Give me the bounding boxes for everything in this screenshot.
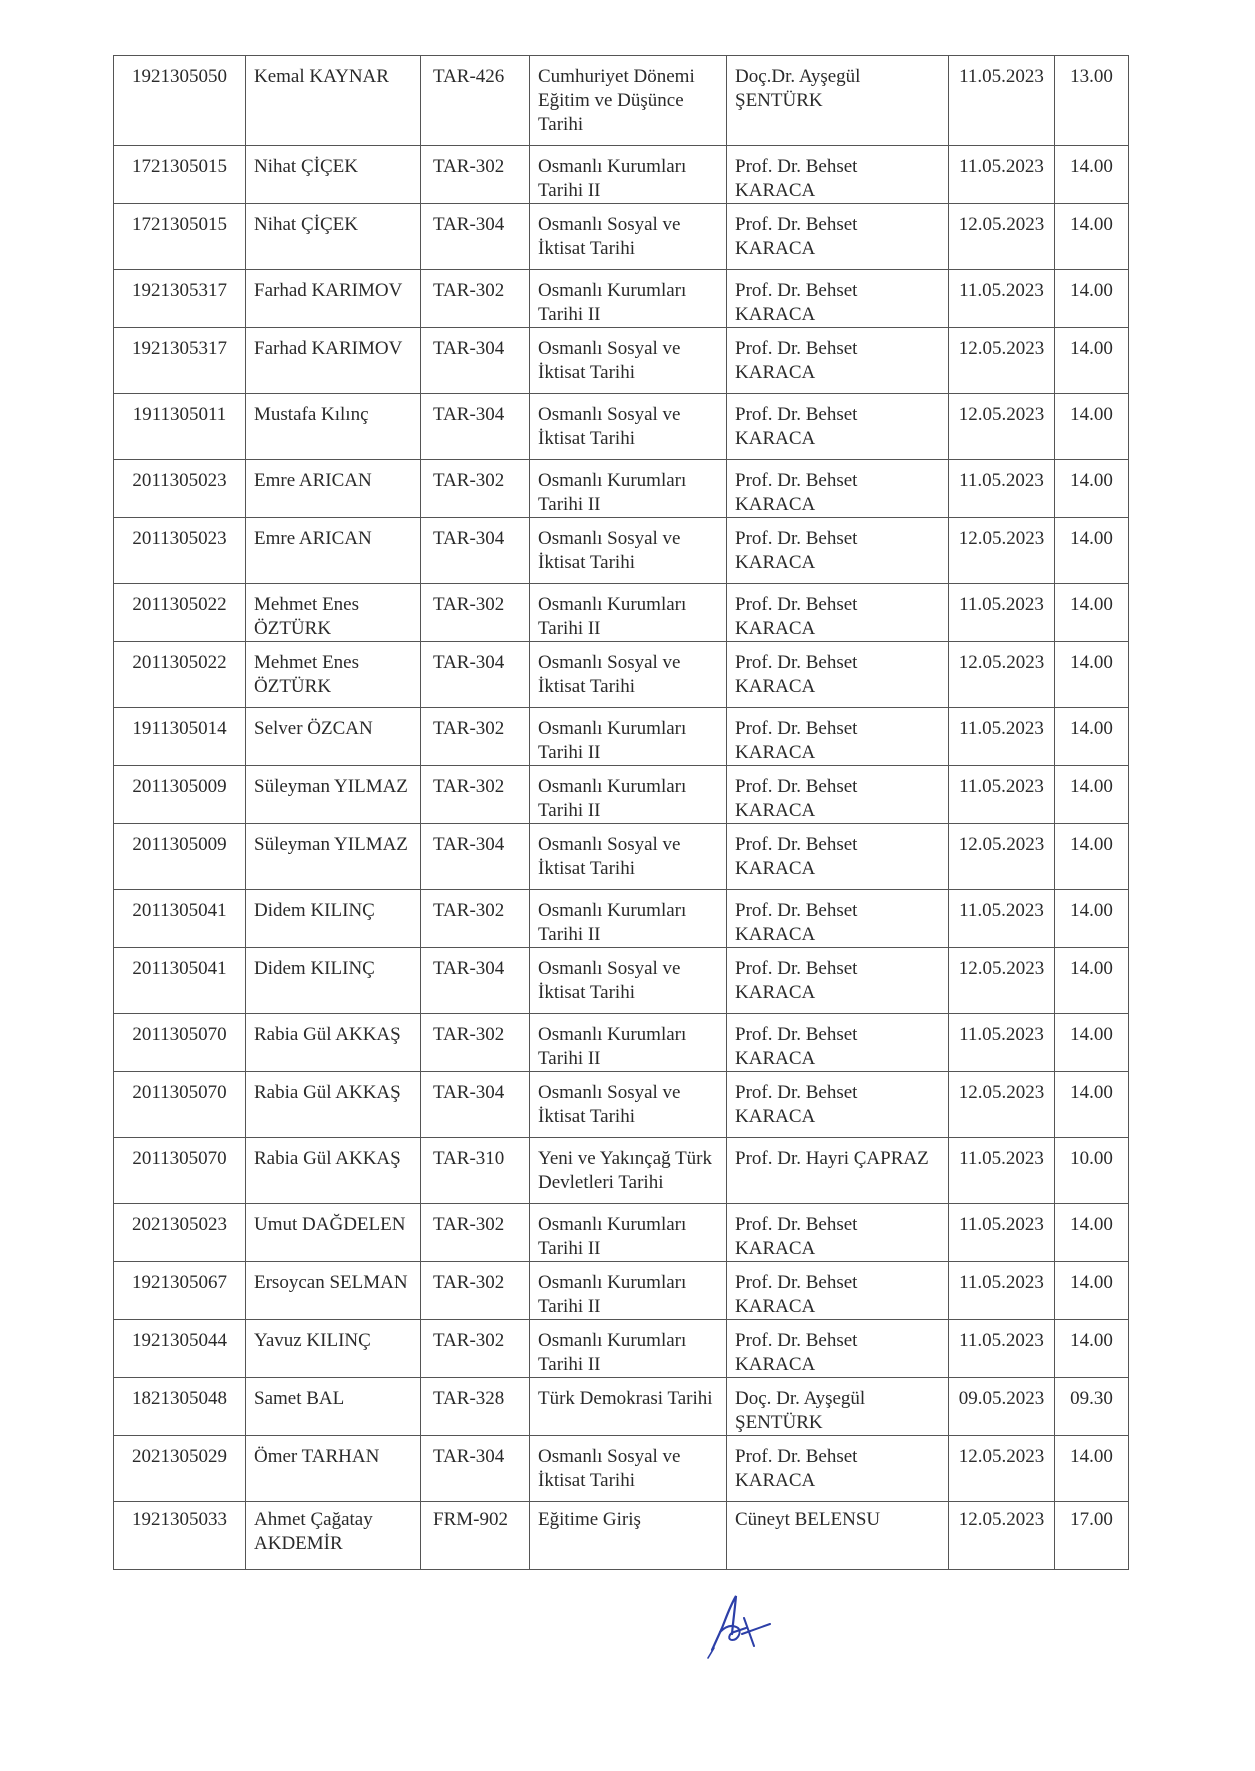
course-code-cell: TAR-302 <box>421 146 530 204</box>
exam-date-cell: 12.05.2023 <box>949 1072 1055 1138</box>
student-number-cell: 1921305033 <box>114 1502 246 1570</box>
course-name-cell: Osmanlı Kurumları Tarihi II <box>530 766 727 824</box>
course-name-cell: Eğitime Giriş <box>530 1502 727 1570</box>
table-row <box>114 1138 1129 1204</box>
exam-date-cell: 12.05.2023 <box>949 394 1055 460</box>
table-row <box>114 1204 1129 1262</box>
student-name-cell: Rabia Gül AKKAŞ <box>246 1138 421 1204</box>
course-code-cell: FRM-902 <box>421 1502 530 1570</box>
exam-date-cell: 11.05.2023 <box>949 1262 1055 1320</box>
student-name-cell: Ahmet Çağatay AKDEMİR <box>246 1502 421 1570</box>
exam-time-cell: 14.00 <box>1055 518 1129 584</box>
course-name-cell: Osmanlı Sosyal ve İktisat Tarihi <box>530 328 727 394</box>
student-number-cell: 2021305023 <box>114 1204 246 1262</box>
exam-date-cell: 12.05.2023 <box>949 1502 1055 1570</box>
instructor-cell: Prof. Dr. Behset KARACA <box>727 460 949 518</box>
exam-time-cell: 14.00 <box>1055 1204 1129 1262</box>
instructor-cell: Prof. Dr. Behset KARACA <box>727 146 949 204</box>
instructor-cell: Doç.Dr. Ayşegül ŞENTÜRK <box>727 56 949 146</box>
course-name-cell: Osmanlı Sosyal ve İktisat Tarihi <box>530 1436 727 1502</box>
instructor-cell: Cüneyt BELENSU <box>727 1502 949 1570</box>
student-number-cell: 2011305070 <box>114 1072 246 1138</box>
exam-date-cell: 11.05.2023 <box>949 1204 1055 1262</box>
table-row <box>114 890 1129 948</box>
student-number-cell: 1911305011 <box>114 394 246 460</box>
exam-time-cell: 14.00 <box>1055 1320 1129 1378</box>
table-row <box>114 56 1129 146</box>
exam-time-cell: 14.00 <box>1055 394 1129 460</box>
student-number-cell: 1921305044 <box>114 1320 246 1378</box>
instructor-cell: Prof. Dr. Behset KARACA <box>727 948 949 1014</box>
instructor-cell: Prof. Dr. Behset KARACA <box>727 1204 949 1262</box>
table-row <box>114 1378 1129 1436</box>
course-code-cell: TAR-310 <box>421 1138 530 1204</box>
table-row <box>114 642 1129 708</box>
student-name-cell: Emre ARICAN <box>246 518 421 584</box>
table-row <box>114 708 1129 766</box>
instructor-cell: Prof. Dr. Behset KARACA <box>727 708 949 766</box>
exam-date-cell: 11.05.2023 <box>949 270 1055 328</box>
instructor-cell: Prof. Dr. Hayri ÇAPRAZ <box>727 1138 949 1204</box>
student-name-cell: Süleyman YILMAZ <box>246 766 421 824</box>
student-number-cell: 2011305022 <box>114 584 246 642</box>
exam-time-cell: 14.00 <box>1055 270 1129 328</box>
course-name-cell: Osmanlı Kurumları Tarihi II <box>530 270 727 328</box>
instructor-cell: Prof. Dr. Behset KARACA <box>727 1320 949 1378</box>
exam-schedule-table <box>113 55 1129 1570</box>
exam-date-cell: 11.05.2023 <box>949 146 1055 204</box>
course-name-cell: Cumhuriyet Dönemi Eğitim ve Düşünce Tarihi <box>530 56 727 146</box>
student-name-cell: Mehmet Enes ÖZTÜRK <box>246 584 421 642</box>
exam-time-cell: 14.00 <box>1055 766 1129 824</box>
exam-date-cell: 12.05.2023 <box>949 204 1055 270</box>
student-number-cell: 1821305048 <box>114 1378 246 1436</box>
instructor-cell: Prof. Dr. Behset KARACA <box>727 1262 949 1320</box>
table-row <box>114 518 1129 584</box>
instructor-cell: Prof. Dr. Behset KARACA <box>727 328 949 394</box>
course-code-cell: TAR-302 <box>421 1014 530 1072</box>
student-name-cell: Farhad KARIMOV <box>246 270 421 328</box>
exam-time-cell: 14.00 <box>1055 708 1129 766</box>
instructor-cell: Prof. Dr. Behset KARACA <box>727 584 949 642</box>
table-row <box>114 1320 1129 1378</box>
course-code-cell: TAR-304 <box>421 328 530 394</box>
course-name-cell: Osmanlı Kurumları Tarihi II <box>530 1014 727 1072</box>
course-code-cell: TAR-302 <box>421 270 530 328</box>
student-number-cell: 1921305067 <box>114 1262 246 1320</box>
exam-date-cell: 11.05.2023 <box>949 890 1055 948</box>
instructor-cell: Prof. Dr. Behset KARACA <box>727 204 949 270</box>
student-name-cell: Didem KILINÇ <box>246 948 421 1014</box>
student-number-cell: 2011305023 <box>114 518 246 584</box>
instructor-cell: Doç. Dr. Ayşegül ŞENTÜRK <box>727 1378 949 1436</box>
student-name-cell: Selver ÖZCAN <box>246 708 421 766</box>
student-name-cell: Mehmet Enes ÖZTÜRK <box>246 642 421 708</box>
course-name-cell: Osmanlı Kurumları Tarihi II <box>530 584 727 642</box>
course-name-cell: Türk Demokrasi Tarihi <box>530 1378 727 1436</box>
instructor-cell: Prof. Dr. Behset KARACA <box>727 890 949 948</box>
course-code-cell: TAR-304 <box>421 204 530 270</box>
exam-date-cell: 12.05.2023 <box>949 948 1055 1014</box>
student-number-cell: 2011305023 <box>114 460 246 518</box>
table-row <box>114 204 1129 270</box>
course-code-cell: TAR-304 <box>421 518 530 584</box>
exam-date-cell: 11.05.2023 <box>949 460 1055 518</box>
course-name-cell: Osmanlı Kurumları Tarihi II <box>530 890 727 948</box>
course-code-cell: TAR-302 <box>421 584 530 642</box>
exam-time-cell: 14.00 <box>1055 890 1129 948</box>
exam-time-cell: 13.00 <box>1055 56 1129 146</box>
exam-time-cell: 17.00 <box>1055 1502 1129 1570</box>
table-row <box>114 1014 1129 1072</box>
instructor-cell: Prof. Dr. Behset KARACA <box>727 394 949 460</box>
instructor-cell: Prof. Dr. Behset KARACA <box>727 824 949 890</box>
course-name-cell: Osmanlı Kurumları Tarihi II <box>530 1204 727 1262</box>
table-row <box>114 1072 1129 1138</box>
exam-date-cell: 11.05.2023 <box>949 766 1055 824</box>
exam-date-cell: 12.05.2023 <box>949 328 1055 394</box>
student-name-cell: Umut DAĞDELEN <box>246 1204 421 1262</box>
student-name-cell: Nihat ÇİÇEK <box>246 146 421 204</box>
course-code-cell: TAR-426 <box>421 56 530 146</box>
student-name-cell: Farhad KARIMOV <box>246 328 421 394</box>
student-number-cell: 1921305050 <box>114 56 246 146</box>
course-code-cell: TAR-304 <box>421 642 530 708</box>
course-name-cell: Osmanlı Sosyal ve İktisat Tarihi <box>530 642 727 708</box>
exam-time-cell: 14.00 <box>1055 146 1129 204</box>
student-number-cell: 1911305014 <box>114 708 246 766</box>
table-row <box>114 1436 1129 1502</box>
exam-time-cell: 14.00 <box>1055 328 1129 394</box>
course-name-cell: Osmanlı Kurumları Tarihi II <box>530 1262 727 1320</box>
student-name-cell: Nihat ÇİÇEK <box>246 204 421 270</box>
student-name-cell: Rabia Gül AKKAŞ <box>246 1014 421 1072</box>
exam-time-cell: 09.30 <box>1055 1378 1129 1436</box>
exam-time-cell: 14.00 <box>1055 1014 1129 1072</box>
course-code-cell: TAR-302 <box>421 766 530 824</box>
exam-date-cell: 12.05.2023 <box>949 824 1055 890</box>
instructor-cell: Prof. Dr. Behset KARACA <box>727 1436 949 1502</box>
student-name-cell: Ömer TARHAN <box>246 1436 421 1502</box>
exam-time-cell: 14.00 <box>1055 204 1129 270</box>
table-row <box>114 270 1129 328</box>
exam-date-cell: 11.05.2023 <box>949 584 1055 642</box>
table-row <box>114 394 1129 460</box>
instructor-cell: Prof. Dr. Behset KARACA <box>727 1072 949 1138</box>
student-name-cell: Didem KILINÇ <box>246 890 421 948</box>
course-name-cell: Osmanlı Kurumları Tarihi II <box>530 460 727 518</box>
student-name-cell: Süleyman YILMAZ <box>246 824 421 890</box>
student-name-cell: Rabia Gül AKKAŞ <box>246 1072 421 1138</box>
table-row <box>114 146 1129 204</box>
student-number-cell: 1921305317 <box>114 270 246 328</box>
student-number-cell: 2011305041 <box>114 948 246 1014</box>
student-number-cell: 2011305070 <box>114 1138 246 1204</box>
instructor-cell: Prof. Dr. Behset KARACA <box>727 518 949 584</box>
course-code-cell: TAR-304 <box>421 394 530 460</box>
table-row <box>114 584 1129 642</box>
instructor-cell: Prof. Dr. Behset KARACA <box>727 642 949 708</box>
exam-date-cell: 11.05.2023 <box>949 1138 1055 1204</box>
table-row <box>114 1262 1129 1320</box>
student-number-cell: 2021305029 <box>114 1436 246 1502</box>
exam-time-cell: 14.00 <box>1055 1262 1129 1320</box>
exam-date-cell: 11.05.2023 <box>949 56 1055 146</box>
student-number-cell: 1721305015 <box>114 146 246 204</box>
exam-date-cell: 09.05.2023 <box>949 1378 1055 1436</box>
exam-time-cell: 14.00 <box>1055 460 1129 518</box>
course-code-cell: TAR-304 <box>421 824 530 890</box>
instructor-cell: Prof. Dr. Behset KARACA <box>727 766 949 824</box>
exam-table-body <box>114 56 1129 1570</box>
instructor-cell: Prof. Dr. Behset KARACA <box>727 270 949 328</box>
table-row <box>114 460 1129 518</box>
table-row <box>114 824 1129 890</box>
course-code-cell: TAR-328 <box>421 1378 530 1436</box>
course-name-cell: Osmanlı Sosyal ve İktisat Tarihi <box>530 824 727 890</box>
course-name-cell: Osmanlı Sosyal ve İktisat Tarihi <box>530 204 727 270</box>
student-number-cell: 2011305009 <box>114 766 246 824</box>
course-name-cell: Osmanlı Sosyal ve İktisat Tarihi <box>530 518 727 584</box>
course-code-cell: TAR-302 <box>421 1204 530 1262</box>
course-code-cell: TAR-302 <box>421 460 530 518</box>
course-code-cell: TAR-302 <box>421 1262 530 1320</box>
student-name-cell: Samet BAL <box>246 1378 421 1436</box>
table-row <box>114 1502 1129 1570</box>
exam-date-cell: 12.05.2023 <box>949 642 1055 708</box>
table-row <box>114 948 1129 1014</box>
table-row <box>114 766 1129 824</box>
exam-date-cell: 12.05.2023 <box>949 1436 1055 1502</box>
exam-time-cell: 10.00 <box>1055 1138 1129 1204</box>
student-number-cell: 2011305022 <box>114 642 246 708</box>
exam-time-cell: 14.00 <box>1055 1072 1129 1138</box>
student-number-cell: 2011305009 <box>114 824 246 890</box>
course-code-cell: TAR-304 <box>421 948 530 1014</box>
course-name-cell: Osmanlı Sosyal ve İktisat Tarihi <box>530 1072 727 1138</box>
exam-time-cell: 14.00 <box>1055 948 1129 1014</box>
student-name-cell: Emre ARICAN <box>246 460 421 518</box>
course-name-cell: Osmanlı Kurumları Tarihi II <box>530 146 727 204</box>
student-number-cell: 2011305070 <box>114 1014 246 1072</box>
exam-time-cell: 14.00 <box>1055 642 1129 708</box>
course-name-cell: Osmanlı Sosyal ve İktisat Tarihi <box>530 948 727 1014</box>
exam-date-cell: 12.05.2023 <box>949 518 1055 584</box>
course-name-cell: Osmanlı Kurumları Tarihi II <box>530 708 727 766</box>
student-number-cell: 2011305041 <box>114 890 246 948</box>
exam-date-cell: 11.05.2023 <box>949 708 1055 766</box>
course-name-cell: Yeni ve Yakınçağ Türk Devletleri Tarihi <box>530 1138 727 1204</box>
course-name-cell: Osmanlı Kurumları Tarihi II <box>530 1320 727 1378</box>
student-name-cell: Ersoycan SELMAN <box>246 1262 421 1320</box>
student-number-cell: 1921305317 <box>114 328 246 394</box>
student-number-cell: 1721305015 <box>114 204 246 270</box>
exam-time-cell: 14.00 <box>1055 1436 1129 1502</box>
course-name-cell: Osmanlı Sosyal ve İktisat Tarihi <box>530 394 727 460</box>
course-code-cell: TAR-304 <box>421 1436 530 1502</box>
exam-time-cell: 14.00 <box>1055 584 1129 642</box>
exam-date-cell: 11.05.2023 <box>949 1014 1055 1072</box>
course-code-cell: TAR-302 <box>421 708 530 766</box>
signature-mark <box>702 1588 776 1660</box>
course-code-cell: TAR-302 <box>421 890 530 948</box>
table-row <box>114 328 1129 394</box>
student-name-cell: Mustafa Kılınç <box>246 394 421 460</box>
student-name-cell: Yavuz KILINÇ <box>246 1320 421 1378</box>
course-code-cell: TAR-304 <box>421 1072 530 1138</box>
exam-date-cell: 11.05.2023 <box>949 1320 1055 1378</box>
exam-time-cell: 14.00 <box>1055 824 1129 890</box>
instructor-cell: Prof. Dr. Behset KARACA <box>727 1014 949 1072</box>
student-name-cell: Kemal KAYNAR <box>246 56 421 146</box>
course-code-cell: TAR-302 <box>421 1320 530 1378</box>
